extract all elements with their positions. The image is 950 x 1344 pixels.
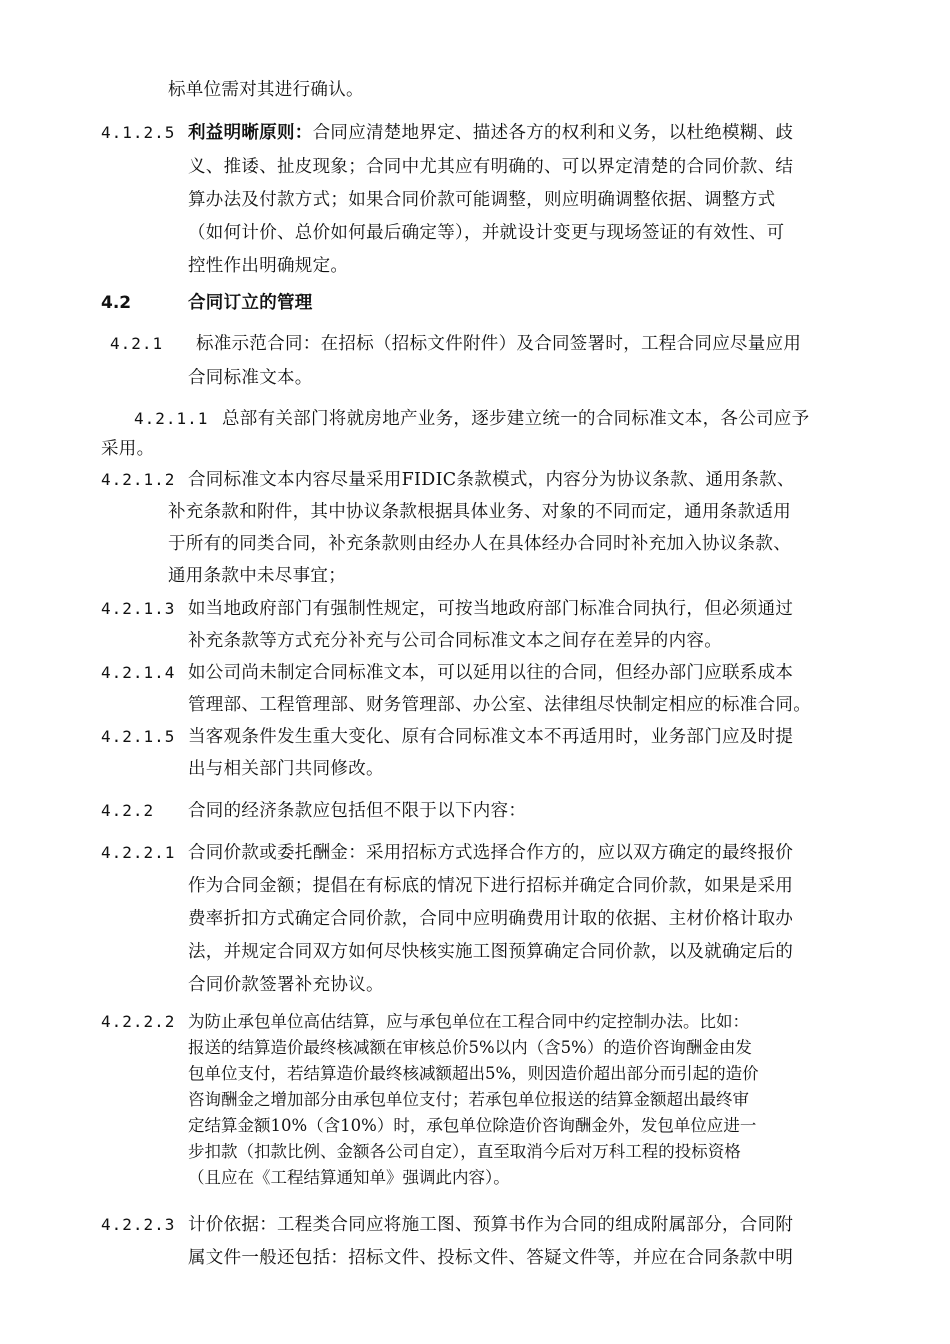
- clause-4-2-2-2-line-5: 定结算金额10%（含10%）时，承包单位除造价咨询酬金外，发包单位应进一: [188, 1116, 757, 1135]
- clause-4-2-2-1-line-1: 合同价款或委托酬金：采用招标方式选择合作方的，应以双方确定的最终报价: [188, 843, 794, 863]
- clause-4-1-2-5-line-5: 控性作出明确规定。: [188, 256, 349, 276]
- section-title: 合同订立的管理: [188, 293, 313, 313]
- clause-4-1-2-5-line-4: （如何计价、总价如何最后确定等），并就设计变更与现场签证的有效性、可: [188, 223, 785, 243]
- clause-4-2-2-1-line-5: 合同价款签署补充协议。: [188, 975, 384, 995]
- clause-4-2-2-2-line-1: 为防止承包单位高估结算，应与承包单位在工程合同中约定控制办法。比如：: [188, 1012, 749, 1031]
- clause-term-bold: 利益明晰原则：: [188, 123, 313, 143]
- clause-number-4-2-2-2: 4.2.2.2: [101, 1012, 176, 1031]
- clause-number-4-2-2-1: 4.2.2.1: [101, 843, 176, 862]
- clause-number-4-2-2-3: 4.2.2.3: [101, 1215, 176, 1234]
- clause-4-2-2-1-line-3: 费率折扣方式确定合同价款，合同中应明确费用计取的依据、主材价格计取办: [188, 909, 794, 929]
- clause-number-4-1-2-5: 4.1.2.5: [101, 123, 176, 142]
- clause-number-4-2-1-4: 4.2.1.4: [101, 663, 176, 682]
- clause-4-2-1-3-line-2: 补充条款等方式充分补充与公司合同标准文本之间存在差异的内容。: [188, 631, 722, 651]
- clause-4-2-2-2-line-3: 包单位支付，若结算造价最终核减额超出5%，则因造价超出部分而引起的造价: [188, 1064, 759, 1083]
- clause-number-4-2-1: 4.2.1: [110, 334, 164, 353]
- clause-4-2-2-2-line-7: （且应在《工程结算通知单》强调此内容）。: [188, 1168, 510, 1187]
- clause-4-2-1-2-line-4: 通用条款中未尽事宜；: [168, 566, 346, 586]
- clause-4-2-1-5-line-2: 出与相关部门共同修改。: [188, 759, 384, 779]
- clause-4-2-1-4-line-2: 管理部、工程管理部、财务管理部、办公室、法律组尽快制定相应的标准合同。: [188, 695, 811, 715]
- clause-4-2-1-2-line-2: 补充条款和附件，其中协议条款根据具体业务、对象的不同而定，通用条款适用: [168, 502, 791, 522]
- clause-4-1-2-5-line-1: 利益明晰原则：合同应清楚地界定、描述各方的权利和义务，以杜绝模糊、歧: [188, 123, 794, 143]
- clause-number-4-2-2: 4.2.2: [101, 801, 155, 820]
- section-number-4-2: 4.2: [101, 293, 132, 313]
- clause-4-1-2-5-line-2: 义、推诿、扯皮现象；合同中尤其应有明确的、可以界定清楚的合同价款、结: [188, 157, 794, 177]
- clause-4-2-2-3-line-1: 计价依据：工程类合同应将施工图、预算书作为合同的组成附属部分，合同附: [188, 1215, 794, 1235]
- clause-4-2-2-1-line-2: 作为合同金额；提倡在有标底的情况下进行招标并确定合同价款，如果是采用: [188, 876, 794, 896]
- clause-4-2-2-line-1: 合同的经济条款应包括但不限于以下内容：: [188, 801, 527, 821]
- clause-4-2-1-5-line-1: 当客观条件发生重大变化、原有合同标准文本不再适用时，业务部门应及时提: [188, 727, 794, 747]
- clause-number-4-2-1-5: 4.2.1.5: [101, 727, 176, 746]
- clause-4-2-1-3-line-1: 如当地政府部门有强制性规定，可按当地政府部门标准合同执行，但必须通过: [188, 599, 794, 619]
- clause-4-2-1-line-2: 合同标准文本。: [188, 368, 313, 388]
- clause-4-2-2-1-line-4: 法，并规定合同双方如何尽快核实施工图预算确定合同价款，以及就确定后的: [188, 942, 794, 962]
- clause-4-2-1-line-1: 标准示范合同：在招标（招标文件附件）及合同签署时，工程合同应尽量应用: [196, 334, 802, 354]
- clause-4-2-2-2-line-4: 咨询酬金之增加部分由承包单位支付；若承包单位报送的结算金额超出最终审: [188, 1090, 749, 1109]
- clause-4-2-2-2-line-6: 步扣款（扣款比例、金额各公司自定），直至取消今后对万科工程的投标资格: [188, 1142, 741, 1161]
- clause-4-2-1-1-line-2: 采用。: [101, 439, 155, 459]
- clause-number-4-2-1-3: 4.2.1.3: [101, 599, 176, 618]
- clause-4-2-1-2-line-3: 于所有的同类合同，补充条款则由经办人在具体经办合同时补充加入协议条款、: [168, 534, 791, 554]
- clause-number-4-2-1-1: 4.2.1.1: [134, 409, 209, 428]
- clause-4-2-1-2-line-1: 合同标准文本内容尽量采用FIDIC条款模式，内容分为协议条款、通用条款、: [188, 470, 795, 490]
- clause-4-2-1-4-line-1: 如公司尚未制定合同标准文本，可以延用以往的合同，但经办部门应联系成本: [188, 663, 794, 683]
- clause-4-2-2-3-line-2: 属文件一般还包括：招标文件、投标文件、答疑文件等，并应在合同条款中明: [188, 1248, 794, 1268]
- clause-number-4-2-1-2: 4.2.1.2: [101, 470, 176, 489]
- clause-4-2-2-2-line-2: 报送的结算造价最终核减额在审核总价5%以内（含5%）的造价咨询酬金由发: [188, 1038, 752, 1057]
- clause-4-1-2-5-line-3: 算办法及付款方式；如果合同价款可能调整，则应明确调整依据、调整方式: [188, 190, 776, 210]
- continuation-text: 标单位需对其进行确认。: [168, 80, 364, 100]
- clause-4-2-1-1-line-1: 总部有关部门将就房地产业务，逐步建立统一的合同标准文本，各公司应予: [222, 409, 810, 429]
